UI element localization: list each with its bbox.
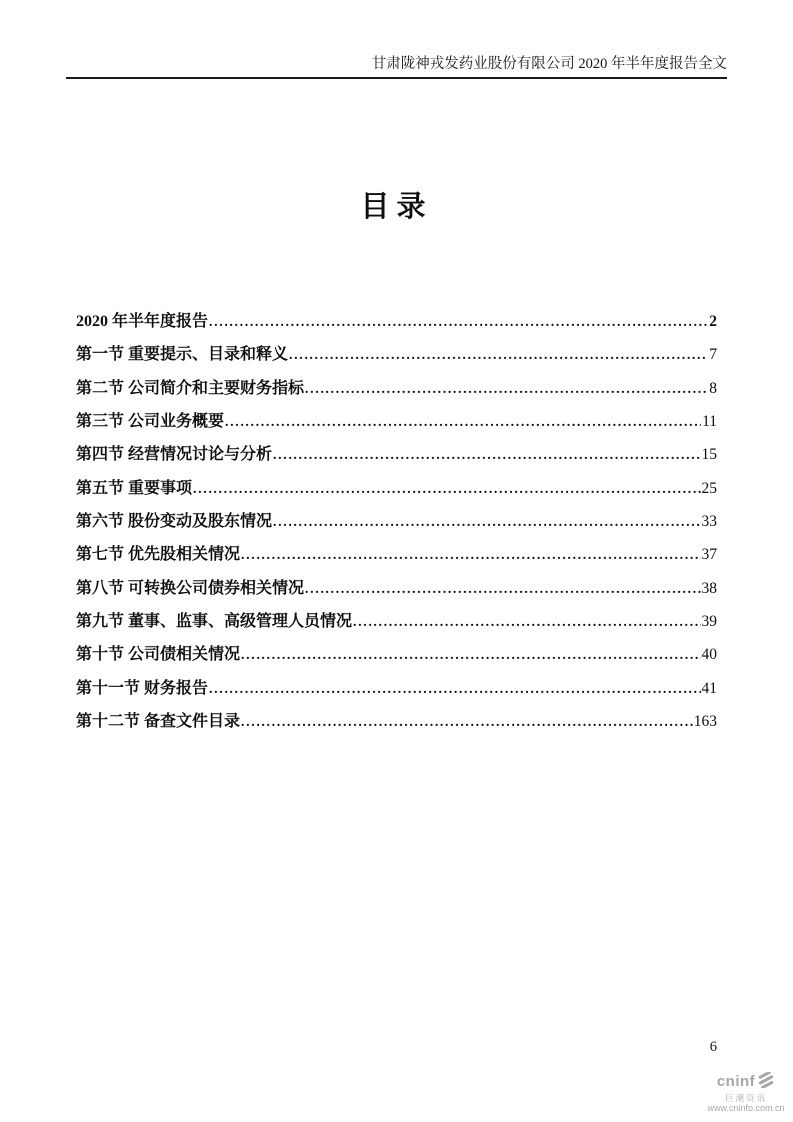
toc-entry-title: 第三节 公司业务概要 [76,413,225,431]
toc-heading: 目录 [360,191,433,223]
toc-entry[interactable] [76,305,717,338]
cninfo-logo-top [703,1072,789,1093]
toc-entry-title: 第五节 重要事项 [76,479,193,497]
page-number: 6 [709,1039,717,1055]
toc-entry-title: 第一节 重要提示、目录和释义 [76,346,289,364]
cninfo-url: www.cninfo.com.cn [707,1103,785,1114]
toc-entry-page: 39 [701,613,717,631]
toc-entry-page: 25 [701,479,717,497]
toc-entry-page: 41 [701,679,717,697]
toc-entry-page: 37 [701,546,717,564]
toc-entry-page: 7 [709,346,717,364]
toc-dot-leader [241,705,693,739]
toc-dot-leader [353,605,700,639]
toc-entry[interactable] [76,605,717,638]
cninfo-name-cn: 巨潮资讯 [724,1092,767,1103]
toc-entry-title: 第七节 优先股相关情况 [76,546,241,564]
toc-dot-leader [273,438,700,472]
toc-dot-leader [241,538,700,572]
table-of-contents [76,305,717,738]
toc-entry-title: 第十一节 财务报告 [76,679,209,697]
toc-entry-page: 163 [693,713,717,731]
header-title: 甘肃陇神戎发药业股份有限公司 2020 年半年度报告全文 [371,56,727,72]
cninfo-swirl-icon [757,1072,775,1093]
toc-entry[interactable] [76,472,717,505]
toc-entry-page: 40 [701,646,717,664]
toc-entry-page: 8 [709,379,717,397]
toc-dot-leader [241,638,700,672]
page-header [66,54,727,79]
toc-entry[interactable] [76,705,717,738]
toc-entry[interactable] [76,638,717,671]
toc-entry-title: 2020 年半年度报告 [76,313,209,330]
toc-entry-title: 第二节 公司简介和主要财务指标 [76,379,305,397]
toc-entry[interactable] [76,438,717,471]
toc-dot-leader [289,338,708,372]
toc-entry-title: 第六节 股份变动及股东情况 [76,513,273,531]
toc-entry[interactable] [76,338,717,371]
toc-entry-page: 38 [701,579,717,597]
toc-entry[interactable] [76,572,717,605]
toc-entry[interactable] [76,538,717,571]
toc-entry-page: 15 [701,446,717,464]
toc-entry-page: 2 [709,313,717,330]
toc-entry-title: 第十二节 备查文件目录 [76,713,241,731]
toc-entry-page: 11 [702,413,717,431]
toc-entry-page: 33 [701,513,717,531]
toc-entry-title: 第四节 经营情况讨论与分析 [76,446,273,464]
toc-dot-leader [209,672,700,706]
toc-dot-leader [305,572,700,606]
toc-dot-leader [273,505,700,539]
cninfo-brand-text: cninf [716,1073,756,1091]
toc-entry-title: 第九节 董事、监事、高级管理人员情况 [76,613,353,631]
toc-entry[interactable] [76,405,717,438]
toc-dot-leader [305,372,708,406]
toc-dot-leader [209,305,708,339]
cninfo-logo [703,1072,789,1114]
toc-entry-title: 第十节 公司债相关情况 [76,646,241,664]
toc-entry-title: 第八节 可转换公司债券相关情况 [76,579,305,597]
toc-entry[interactable] [76,672,717,705]
toc-entry[interactable] [76,505,717,538]
toc-entry[interactable] [76,372,717,405]
toc-dot-leader [193,472,700,506]
toc-dot-leader [225,405,701,439]
